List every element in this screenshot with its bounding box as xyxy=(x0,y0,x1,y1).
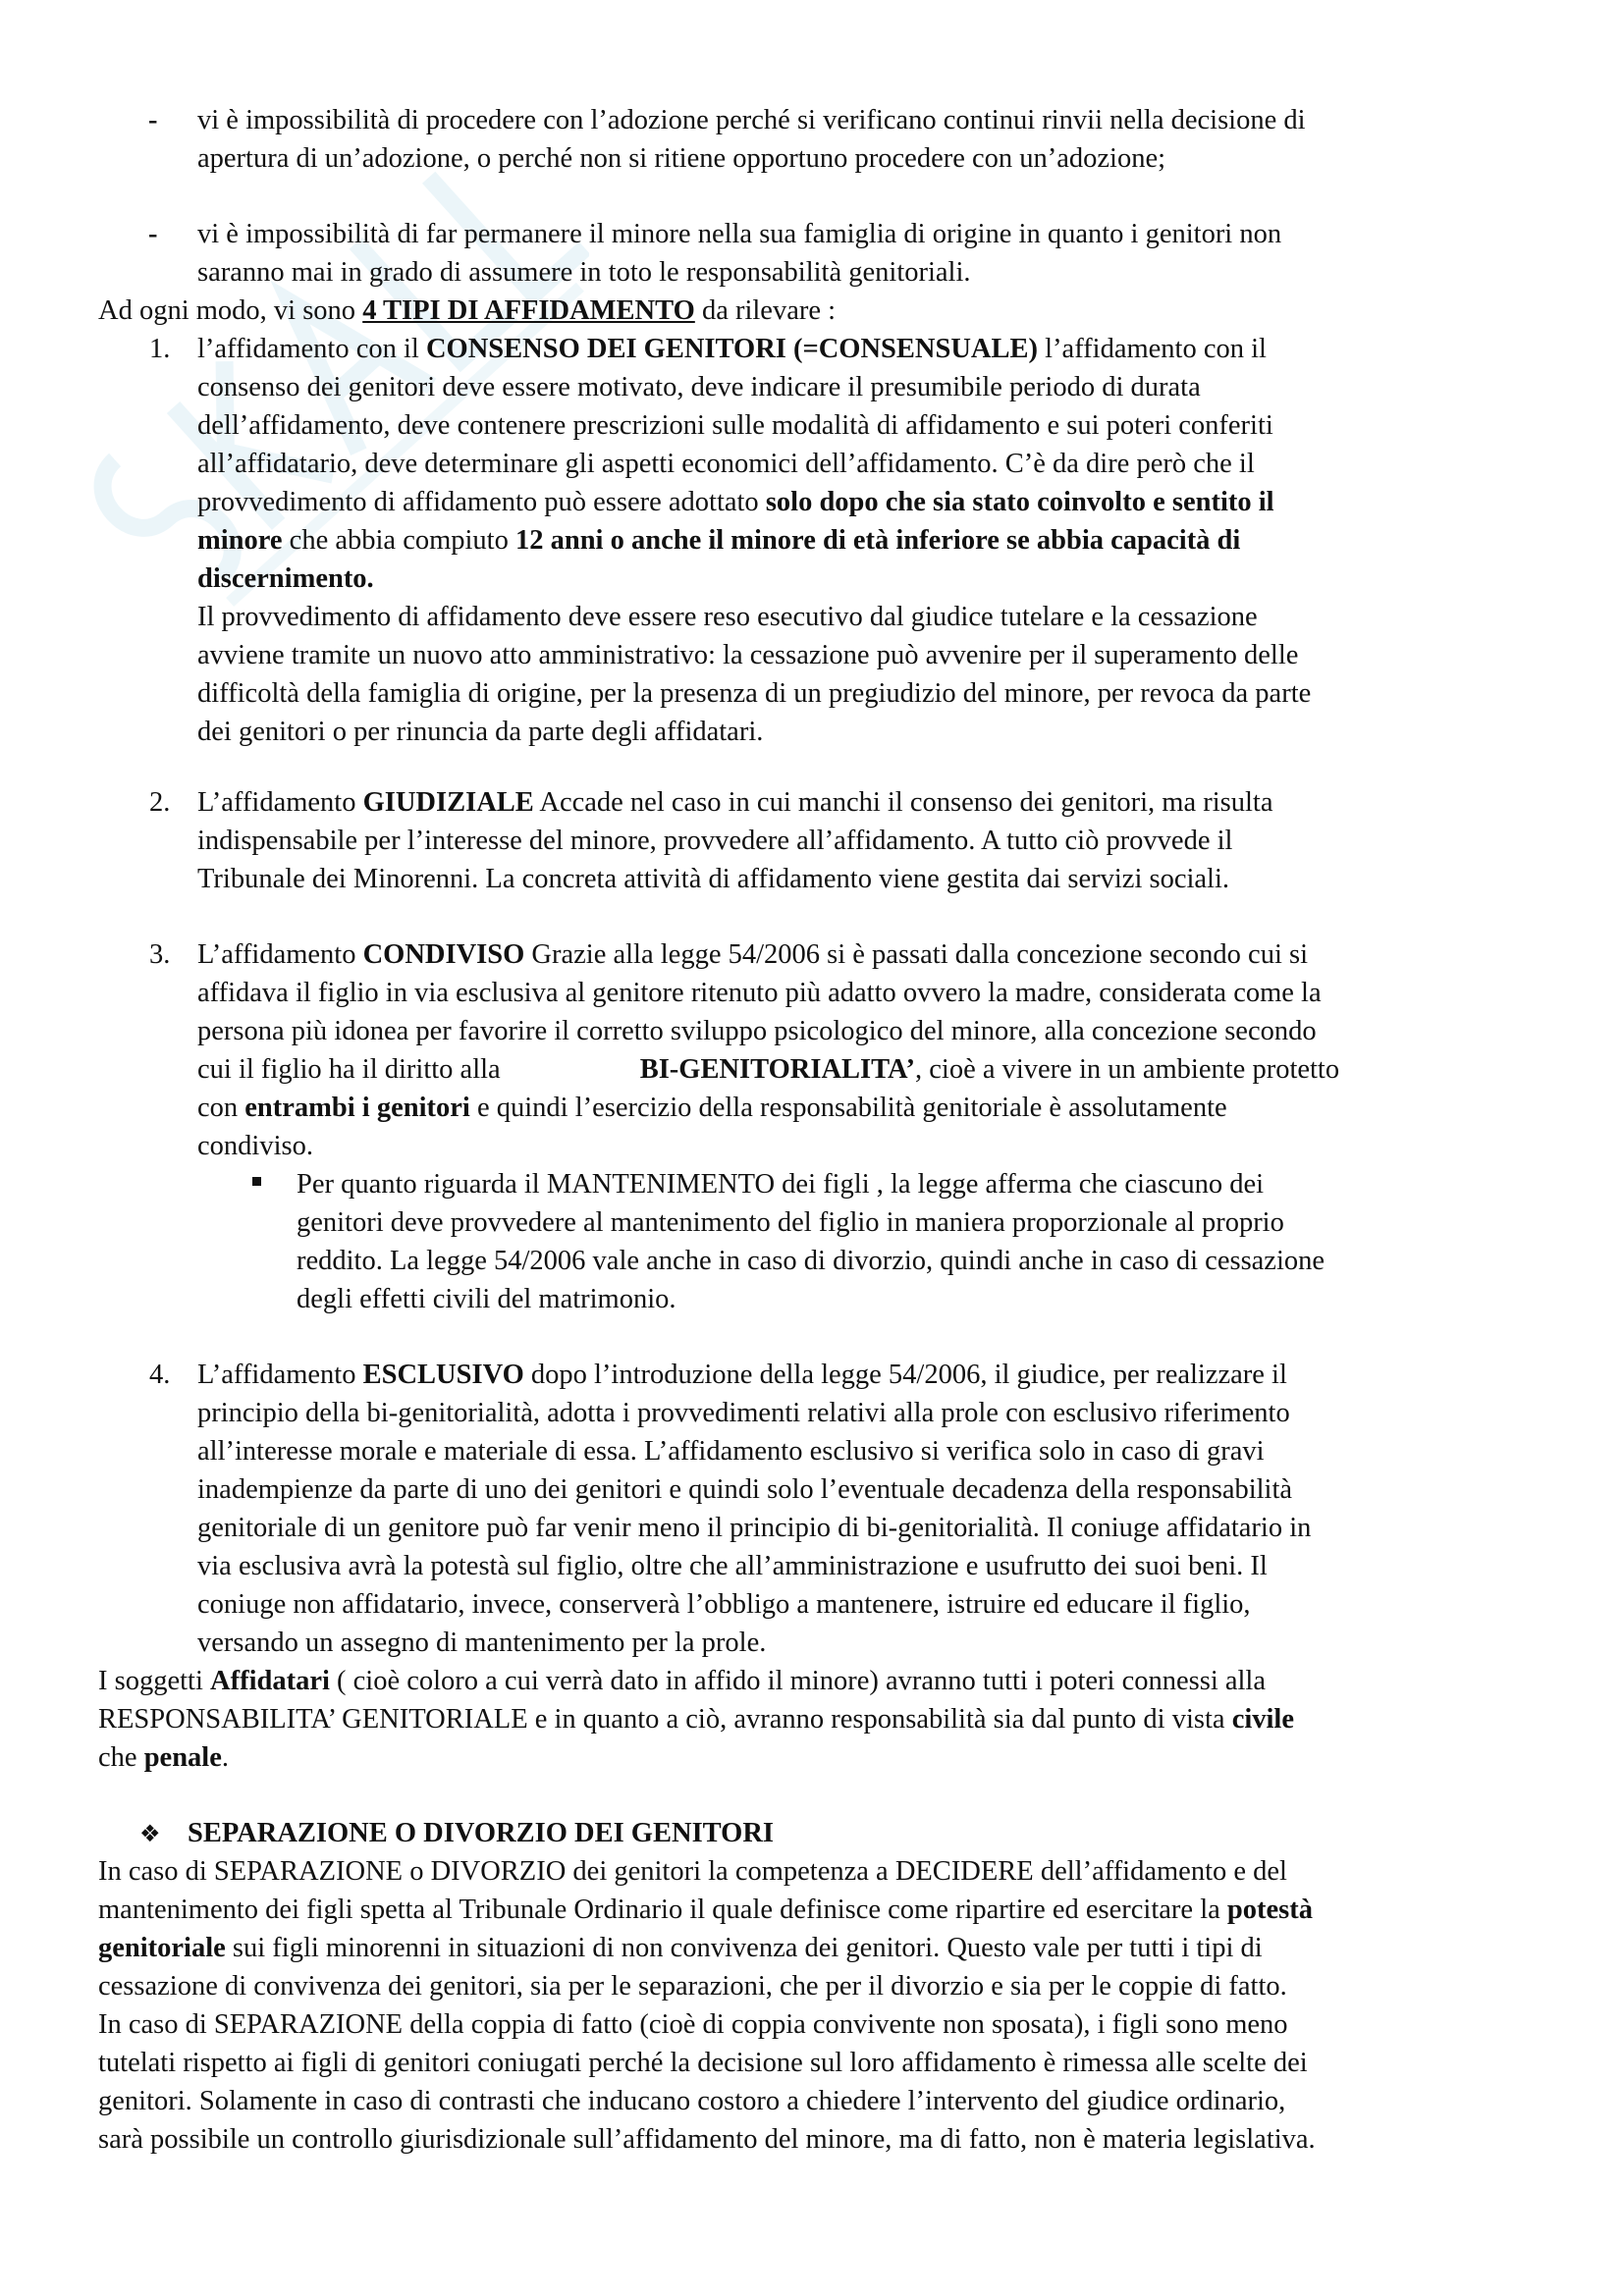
list-number: 3. xyxy=(149,939,171,970)
bold-text: solo dopo che sia stato coinvolto e sentito il xyxy=(765,487,1274,517)
text-line: tutelati rispetto ai figli di genitori coniugati perché la decisione sul loro affidamento è rimessa alle scelte dei xyxy=(98,2048,1308,2078)
list-number: 4. xyxy=(149,1360,171,1390)
bold-term: civile xyxy=(1231,1704,1294,1735)
text-line: principio della bi-genitorialità, adotta i provvedimenti relativi alla prole con esclusivo riferimento xyxy=(197,1398,1290,1428)
text: RESPONSABILITA’ GENITORIALE e in quanto a ciò, avranno responsabilità sia dal punto di vista xyxy=(98,1704,1232,1735)
text: dopo l’introduzione della legge 54/2006, il giudice, per realizzare il xyxy=(530,1360,1287,1390)
section-heading: SEPARAZIONE O DIVORZIO DEI GENITORI xyxy=(188,1818,774,1848)
text: e quindi l’esercizio della responsabilità genitoriale è assolutamente xyxy=(469,1093,1227,1123)
text: provvedimento di affidamento può essere adottato xyxy=(197,487,766,517)
bold-term: CONDIVISO xyxy=(362,939,525,970)
intro-emphasis: 4 TIPI DI AFFIDAMENTO xyxy=(362,295,695,326)
text: I soggetti xyxy=(98,1666,210,1696)
text-line: persona più idonea per favorire il corretto sviluppo psicologico del minore, alla concezione secondo xyxy=(197,1016,1317,1046)
text-line: saranno mai in grado di assumere in toto le responsabilità genitoriali. xyxy=(197,257,971,288)
bold-term: genitoriale xyxy=(98,1933,226,1963)
text: In caso di SEPARAZIONE o DIVORZIO dei genitori xyxy=(98,1856,702,1887)
text-line: Il provvedimento di affidamento deve essere reso esecutivo dal giudice tutelare e la cessazione xyxy=(197,602,1258,632)
text-line: all’affidatario, deve determinare gli aspetti economici dell’affidamento. C’è da dire però che il xyxy=(197,449,1255,479)
square-bullet-icon xyxy=(252,1177,261,1186)
bold-term: Affidatari xyxy=(210,1666,330,1696)
text-line: affidava il figlio in via esclusiva al genitore ritenuto più adatto ovvero la madre, considerata come la xyxy=(197,978,1322,1008)
text-line: vi è impossibilità di procedere con l’adozione perché si verificano continui rinvii nella decisione di xyxy=(197,105,1306,135)
text-line: reddito. La legge 54/2006 vale anche in caso di divorzio, quindi anche in caso di cessazione xyxy=(297,1246,1325,1276)
text-line: Per quanto riguarda il MANTENIMENTO dei figli , la legge afferma che ciascuno dei xyxy=(297,1169,1265,1200)
intro-text-end: da rilevare : xyxy=(694,295,837,326)
text: L’affidamento xyxy=(197,939,363,970)
text-line: dell’affidamento, deve contenere prescrizioni sulle modalità di affidamento e sui poteri conferiti xyxy=(197,410,1273,441)
bold-text: 12 anni o anche il minore di età inferiore se abbia capacità di xyxy=(514,525,1241,556)
text: l’affidamento con il xyxy=(197,334,426,364)
diamond-bullet-icon: ❖ xyxy=(139,1820,161,1847)
text-line: genitoriale di un genitore può far venir meno il principio di bi-genitorialità. Il coniuge affidatario in xyxy=(197,1513,1312,1543)
bold-term: ESCLUSIVO xyxy=(362,1360,524,1390)
bold-term: penale xyxy=(143,1742,222,1773)
list-number: 1. xyxy=(149,334,171,364)
text: ( cioè coloro a cui verrà dato in affido il minore) avranno tutti i poteri connessi alla xyxy=(329,1666,1266,1696)
text-line: indispensabile per l’interesse del minore, provvedere all’affidamento. A tutto ciò provvede il xyxy=(197,826,1233,856)
text-line: vi è impossibilità di far permanere il minore nella sua famiglia di origine in quanto i genitori non xyxy=(197,219,1282,249)
text-line: In caso di SEPARAZIONE della coppia di fatto (cioè di coppia convivente non sposata), i figli sono meno xyxy=(98,2009,1288,2040)
text: Grazie alla legge 54/2006 si è passati dalla concezione secondo cui si xyxy=(531,939,1309,970)
text-line: Tribunale dei Minorenni. La concreta attività di affidamento viene gestita dai servizi sociali. xyxy=(197,864,1230,894)
bold-term: potestà xyxy=(1226,1895,1313,1925)
text: l’affidamento con il xyxy=(1045,334,1267,364)
text: , cioè a vivere in un ambiente protetto xyxy=(915,1054,1340,1085)
bold-text: minore xyxy=(197,525,283,556)
bold-text: discernimento. xyxy=(197,563,374,594)
text-line: all’interesse morale e materiale di essa. L’affidamento esclusivo si verifica solo in caso di gravi xyxy=(197,1436,1265,1467)
text-line: coniuge non affidatario, invece, conserverà l’obbligo a mantenere, istruire ed educare il figlio, xyxy=(197,1589,1251,1620)
text: che abbia compiuto xyxy=(282,525,515,556)
bold-term: GIUDIZIALE xyxy=(362,787,534,818)
text: con xyxy=(197,1093,245,1123)
text: sui figli minorenni in situazioni di non convivenza dei genitori. Questo vale per tutti i tipi di xyxy=(225,1933,1263,1963)
list-number: 2. xyxy=(149,787,171,818)
text-line: via esclusiva avrà la potestà sul figlio, oltre che all’amministrazione e usufrutto dei suoi beni. Il xyxy=(197,1551,1268,1581)
bold-term: CONSENSO DEI GENITORI (=CONSENSUALE) xyxy=(425,334,1039,364)
text: la competenza a DECIDERE dell’affidamento e del xyxy=(708,1856,1287,1887)
text: cui il figlio ha il diritto alla xyxy=(197,1054,501,1085)
text-line: condiviso. xyxy=(197,1131,313,1161)
text-line: inadempienze da parte di uno dei genitori e quindi solo l’eventuale decadenza della responsabilità xyxy=(197,1474,1293,1505)
intro-text: Ad ogni modo, vi sono xyxy=(98,295,363,326)
text: L’affidamento xyxy=(197,1360,363,1390)
text-line: avviene tramite un nuovo atto amministrativo: la cessazione può avvenire per il superamento delle xyxy=(197,640,1299,670)
text: che xyxy=(98,1742,144,1773)
text-line: apertura di un’adozione, o perché non si ritiene opportuno procedere con un’adozione; xyxy=(197,143,1166,174)
text-line: sarà possibile un controllo giurisdizionale sull’affidamento del minore, ma di fatto, non è materia legislativa. xyxy=(98,2124,1316,2155)
text-line: genitori. Solamente in caso di contrasti che inducano costoro a chiedere l’intervento del giudice ordinario, xyxy=(98,2086,1286,2116)
text-line: degli effetti civili del matrimonio. xyxy=(297,1284,676,1314)
bold-text: entrambi i genitori xyxy=(244,1093,470,1123)
text-line: cessazione di convivenza dei genitori, sia per le separazioni, che per il divorzio e sia per le coppie di fatto. xyxy=(98,1971,1287,2002)
text: . xyxy=(221,1742,229,1773)
text-line: difficoltà della famiglia di origine, per la presenza di un pregiudizio del minore, per revoca da parte xyxy=(197,678,1312,709)
text-line: dei genitori o per rinuncia da parte degli affidatari. xyxy=(197,717,764,747)
text: mantenimento dei figli spetta al Tribunale Ordinario il quale definisce come ripartire ed esercitare la xyxy=(98,1895,1227,1925)
bold-term: BI-GENITORIALITA’ xyxy=(639,1054,915,1085)
affidamento-intro xyxy=(98,293,836,331)
dash-marker: - xyxy=(148,105,158,135)
text-line: genitori deve provvedere al mantenimento del figlio in maniera proporzionale al proprio xyxy=(297,1207,1284,1238)
text: Accade nel caso in cui manchi il consenso dei genitori, ma risulta xyxy=(539,787,1273,818)
text-line: versando un assegno di mantenimento per la prole. xyxy=(197,1628,767,1658)
text: L’affidamento xyxy=(197,787,363,818)
text-line: consenso dei genitori deve essere motivato, deve indicare il presumibile periodo di durata xyxy=(197,372,1201,402)
dash-marker: - xyxy=(148,219,158,249)
